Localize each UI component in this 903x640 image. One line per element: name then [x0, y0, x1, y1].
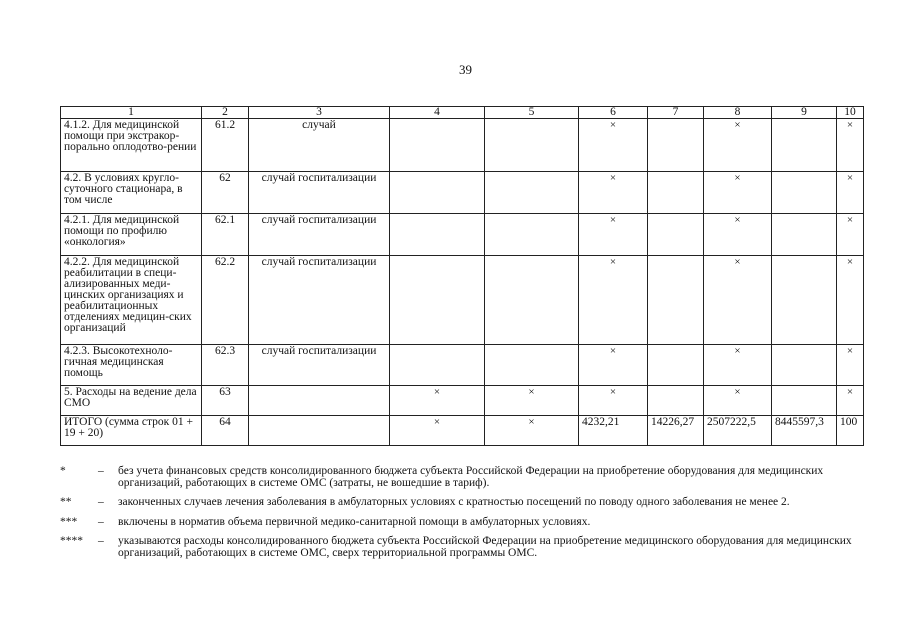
cell-col4: [390, 119, 485, 172]
cell-col9: [772, 119, 837, 172]
cell-col10: ×: [837, 172, 864, 214]
row-code: 62.2: [202, 256, 249, 345]
table-row-total: [61, 416, 864, 446]
header-cell: 6: [579, 107, 648, 119]
cell-col8: ×: [704, 256, 772, 345]
cell-col4: [390, 256, 485, 345]
cell-col8: ×: [704, 172, 772, 214]
header-cell: 9: [772, 107, 837, 119]
row-unit: случай госпитализации: [249, 214, 390, 256]
cell-col6: 4232,21: [579, 416, 648, 446]
cell-col6: ×: [579, 256, 648, 345]
footnote: [60, 497, 875, 509]
footnote-dash: –: [98, 535, 104, 547]
cell-col4: [390, 214, 485, 256]
row-name: 5. Расходы на ведение дела СМО: [61, 386, 202, 416]
cell-col5: [485, 172, 579, 214]
table-row: [61, 119, 864, 172]
footnote-mark: **: [60, 496, 72, 508]
footnote: [60, 536, 875, 559]
row-code: 62: [202, 172, 249, 214]
cell-col9: 8445597,3: [772, 416, 837, 446]
cell-col7: [648, 256, 704, 345]
row-unit: случай: [249, 119, 390, 172]
cell-col10: ×: [837, 256, 864, 345]
row-unit: [249, 416, 390, 446]
cell-col4: [390, 345, 485, 386]
footnote-dash: –: [98, 465, 104, 477]
cell-col5: [485, 256, 579, 345]
cell-col7: [648, 119, 704, 172]
cell-col8: ×: [704, 214, 772, 256]
table-header-row: [61, 107, 864, 119]
cell-col6: ×: [579, 214, 648, 256]
footnote-mark: *: [60, 465, 66, 477]
header-cell: 2: [202, 107, 249, 119]
cell-col10: ×: [837, 119, 864, 172]
cell-col9: [772, 172, 837, 214]
row-code: 61.2: [202, 119, 249, 172]
cell-col8: ×: [704, 119, 772, 172]
cell-col10: ×: [837, 345, 864, 386]
cell-col9: [772, 256, 837, 345]
cell-col4: ×: [390, 386, 485, 416]
cell-col10: ×: [837, 386, 864, 416]
cell-col8: ×: [704, 345, 772, 386]
header-cell: 7: [648, 107, 704, 119]
cell-col10: ×: [837, 214, 864, 256]
footnote-mark: ***: [60, 515, 78, 528]
cell-col5: [485, 119, 579, 172]
cell-col5: [485, 345, 579, 386]
table-row: [61, 214, 864, 256]
row-name: 4.2.2. Для медицинской реабилитации в специ-ализированных меди-цинских организациях и реабилитационных отделениях медицин-ских организаций: [61, 256, 202, 345]
cell-col9: [772, 386, 837, 416]
cell-col7: 14226,27: [648, 416, 704, 446]
cell-col8: ×: [704, 386, 772, 416]
cell-col9: [772, 214, 837, 256]
header-cell: 10: [837, 107, 864, 119]
row-unit: [249, 386, 390, 416]
footnote: [60, 517, 875, 529]
data-table: [60, 106, 864, 446]
cell-col5: [485, 214, 579, 256]
cell-col7: [648, 214, 704, 256]
footnote-mark: ****: [60, 535, 83, 547]
row-unit: случай госпитализации: [249, 345, 390, 386]
cell-col6: ×: [579, 172, 648, 214]
row-name: ИТОГО (сумма строк 01 + 19 + 20): [61, 416, 202, 446]
cell-col6: ×: [579, 386, 648, 416]
cell-col7: [648, 345, 704, 386]
cell-col7: [648, 172, 704, 214]
header-cell: 4: [390, 107, 485, 119]
footnote-text: указываются расходы консолидированного бюджета субъекта Российской Федерации на приобретение медицинского оборудования для медицинских организаций, работающих в системе ОМС, сверх территориальной программы ОМС.: [118, 535, 852, 559]
header-cell: 5: [485, 107, 579, 119]
row-code: 62.3: [202, 345, 249, 386]
table-row: [61, 172, 864, 214]
cell-col6: ×: [579, 345, 648, 386]
footnotes: [60, 466, 875, 567]
footnote-dash: –: [98, 515, 104, 528]
cell-col4: ×: [390, 416, 485, 446]
row-code: 62.1: [202, 214, 249, 256]
footnote: [60, 466, 875, 489]
footnote-dash: –: [98, 496, 104, 508]
cell-col7: [648, 386, 704, 416]
page-number: 39: [459, 62, 472, 77]
row-unit: случай госпитализации: [249, 172, 390, 214]
cell-col5: ×: [485, 416, 579, 446]
footnote-text: без учета финансовых средств консолидированного бюджета субъекта Российской Федерации на приобретение оборудования для медицинских организаций, работающих в системе ОМС (затраты, не вошедшие в тариф).: [118, 465, 824, 489]
table-row: [61, 386, 864, 416]
cell-col5: ×: [485, 386, 579, 416]
header-cell: 3: [249, 107, 390, 119]
cell-col9: [772, 345, 837, 386]
cell-col10: 100: [837, 416, 864, 446]
row-code: 63: [202, 386, 249, 416]
table-row: [61, 256, 864, 345]
row-unit: случай госпитализации: [249, 256, 390, 345]
cell-col4: [390, 172, 485, 214]
row-name: 4.2.3. Высокотехноло-гичная медицинская помощь: [61, 345, 202, 386]
row-code: 64: [202, 416, 249, 446]
row-name: 4.2.1. Для медицинской помощи по профилю «онкология»: [61, 214, 202, 256]
header-cell: 8: [704, 107, 772, 119]
row-name: 4.2. В условиях кругло-суточного стационара, в том числе: [61, 172, 202, 214]
table-row: [61, 345, 864, 386]
header-cell: 1: [61, 107, 202, 119]
cell-col8: 2507222,5: [704, 416, 772, 446]
row-name: 4.1.2. Для медицинской помощи при экстракор-порально оплодотво-рении: [61, 119, 202, 172]
footnote-text: законченных случаев лечения заболевания в амбулаторных условиях с кратностью посещений по поводу одного заболевания не менее 2.: [118, 496, 790, 508]
cell-col6: ×: [579, 119, 648, 172]
footnote-text: включены в норматив объема первичной медико-санитарной помощи в амбулаторных условиях.: [118, 515, 591, 528]
